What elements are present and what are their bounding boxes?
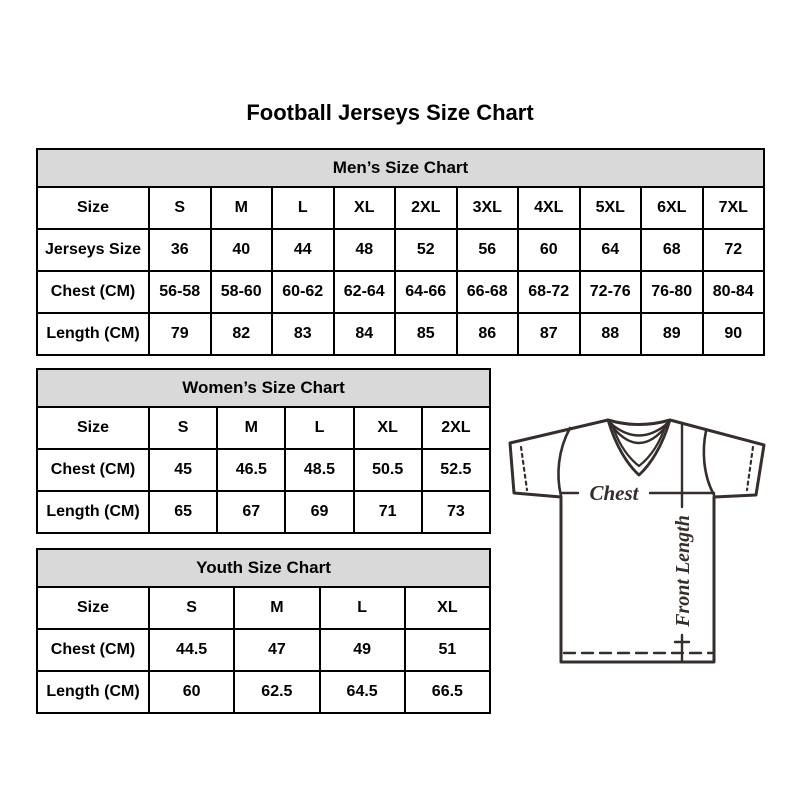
row-label: Chest (CM) — [37, 449, 149, 491]
size-value: 76-80 — [641, 271, 703, 313]
size-value: 52 — [395, 229, 457, 271]
size-value: 67 — [217, 491, 285, 533]
size-value: M — [217, 407, 285, 449]
size-value: 7XL — [703, 187, 765, 229]
size-value: L — [320, 587, 405, 629]
table-row — [37, 187, 764, 229]
size-value: 2XL — [422, 407, 490, 449]
size-value: 46.5 — [217, 449, 285, 491]
size-value: 85 — [395, 313, 457, 355]
size-value: XL — [354, 407, 422, 449]
table-row — [37, 671, 490, 713]
size-value: 44.5 — [149, 629, 234, 671]
right-sleeve-hem-dotted-line — [747, 447, 753, 490]
size-value: 66-68 — [457, 271, 519, 313]
row-label: Size — [37, 407, 149, 449]
row-label: Length (CM) — [37, 491, 149, 533]
size-value: 62.5 — [234, 671, 319, 713]
size-value: 72 — [703, 229, 765, 271]
size-value: 49 — [320, 629, 405, 671]
size-value: 90 — [703, 313, 765, 355]
womens-size-table — [36, 368, 491, 534]
size-value: 60-62 — [272, 271, 334, 313]
table-row — [37, 629, 490, 671]
size-value: 80-84 — [703, 271, 765, 313]
size-value: 64-66 — [395, 271, 457, 313]
size-value: 50.5 — [354, 449, 422, 491]
size-value: 88 — [580, 313, 642, 355]
size-value: XL — [334, 187, 396, 229]
size-value: 48.5 — [285, 449, 353, 491]
row-label: Chest (CM) — [37, 271, 149, 313]
size-value: 89 — [641, 313, 703, 355]
size-value: 69 — [285, 491, 353, 533]
size-value: 3XL — [457, 187, 519, 229]
table-row — [37, 313, 764, 355]
row-label: Chest (CM) — [37, 629, 149, 671]
page-title: Football Jerseys Size Chart — [246, 100, 534, 125]
womens-table-title: Women’s Size Chart — [37, 369, 490, 407]
size-value: 83 — [272, 313, 334, 355]
row-label: Jerseys Size — [37, 229, 149, 271]
size-value: 56 — [457, 229, 519, 271]
size-value: L — [285, 407, 353, 449]
size-value: 68-72 — [518, 271, 580, 313]
table-row — [37, 407, 490, 449]
size-value: 84 — [334, 313, 396, 355]
size-value: 51 — [405, 629, 490, 671]
size-value: 64.5 — [320, 671, 405, 713]
right-armhole-seam — [704, 431, 714, 495]
size-value: 73 — [422, 491, 490, 533]
size-value: M — [211, 187, 273, 229]
size-value: 4XL — [518, 187, 580, 229]
size-value: 71 — [354, 491, 422, 533]
row-label: Size — [37, 587, 149, 629]
left-armhole-seam — [558, 428, 570, 496]
mens-table-title: Men’s Size Chart — [37, 149, 764, 187]
size-value: 48 — [334, 229, 396, 271]
size-value: 65 — [149, 491, 217, 533]
front-length-label: Front Length — [672, 515, 694, 627]
chest-label: Chest — [589, 481, 639, 505]
youth-size-table — [36, 548, 491, 714]
size-value: 86 — [457, 313, 519, 355]
table-row — [37, 271, 764, 313]
size-value: 82 — [211, 313, 273, 355]
size-value: XL — [405, 587, 490, 629]
size-value: 2XL — [395, 187, 457, 229]
size-value: 44 — [272, 229, 334, 271]
size-value: S — [149, 587, 234, 629]
jersey-outline — [510, 420, 764, 662]
size-value: 5XL — [580, 187, 642, 229]
size-value: 87 — [518, 313, 580, 355]
jersey-measurement-diagram — [500, 395, 780, 680]
table-row — [37, 449, 490, 491]
row-label: Length (CM) — [37, 671, 149, 713]
table-row — [37, 491, 490, 533]
size-value: 40 — [211, 229, 273, 271]
size-value: 62-64 — [334, 271, 396, 313]
table-row — [37, 229, 764, 271]
size-value: S — [149, 187, 211, 229]
table-row — [37, 587, 490, 629]
size-value: 60 — [149, 671, 234, 713]
size-value: 36 — [149, 229, 211, 271]
size-value: 72-76 — [580, 271, 642, 313]
size-value: 64 — [580, 229, 642, 271]
size-value: 66.5 — [405, 671, 490, 713]
size-value: 45 — [149, 449, 217, 491]
mens-size-table — [36, 148, 765, 356]
size-value: 56-58 — [149, 271, 211, 313]
size-value: 68 — [641, 229, 703, 271]
row-label: Size — [37, 187, 149, 229]
size-value: 58-60 — [211, 271, 273, 313]
size-value: 52.5 — [422, 449, 490, 491]
row-label: Length (CM) — [37, 313, 149, 355]
left-sleeve-hem-dotted-line — [521, 447, 527, 490]
size-value: 6XL — [641, 187, 703, 229]
size-value: 79 — [149, 313, 211, 355]
size-value: L — [272, 187, 334, 229]
size-value: 60 — [518, 229, 580, 271]
size-value: 47 — [234, 629, 319, 671]
size-value: M — [234, 587, 319, 629]
youth-table-title: Youth Size Chart — [37, 549, 490, 587]
size-value: S — [149, 407, 217, 449]
